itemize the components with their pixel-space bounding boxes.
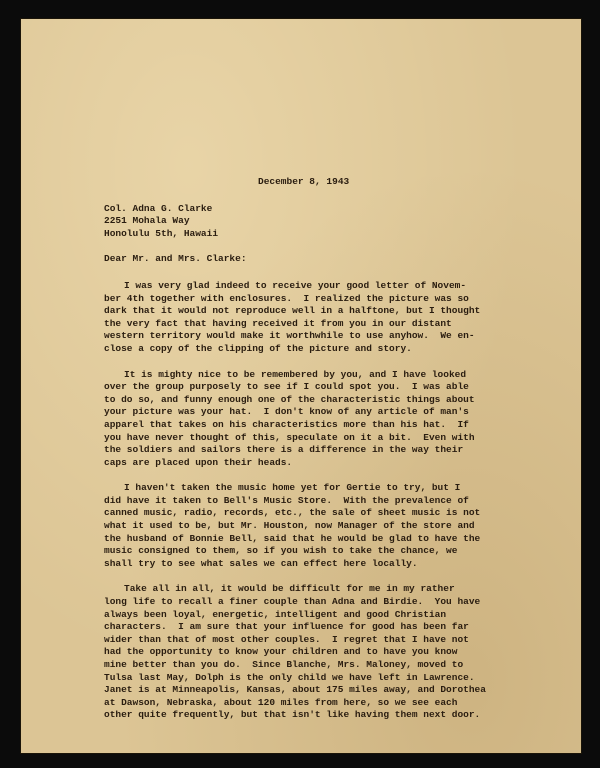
text-line: to do so, and funny enough one of the characteristic things about <box>104 393 475 405</box>
text-line: the husband of Bonnie Bell, said that he would be glad to have the <box>104 532 481 544</box>
paragraph-3 <box>104 482 560 570</box>
address-line: Col. Adna G. Clarke <box>104 202 213 214</box>
salutation: Dear Mr. and Mrs. Clarke: <box>104 253 247 265</box>
text-line: caps are placed upon their heads. <box>104 456 293 468</box>
text-line: canned music, radio, records, etc., the sale of sheet music is not <box>104 507 481 519</box>
text-line: had the opportunity to know your children and to have you know <box>104 646 458 658</box>
text-line: apparel that takes on his characteristics more than his hat. If <box>104 418 469 430</box>
address-line: 2251 Mohala Way <box>104 215 190 227</box>
text-line: always been loyal, energetic, intelligent and good Christian <box>104 608 447 620</box>
text-line: dark that it would not reproduce well in a halftone, but I thought <box>104 305 481 317</box>
paragraph-1 <box>104 280 560 356</box>
letter-page <box>20 18 582 754</box>
paragraph-2 <box>104 369 560 470</box>
text-line: characters. I am sure that your influence for good has been far <box>104 621 469 633</box>
text-line: mine better than you do. Since Blanche, Mrs. Maloney, moved to <box>104 659 464 670</box>
text-line: over the group purposely to see if I could spot you. I was able <box>104 381 469 393</box>
text-line: close a copy of the clipping of the picture and story. <box>104 342 412 354</box>
text-line: Janet is at Minneapolis, Kansas, about 175 miles away, and Dorothea <box>104 684 486 696</box>
recipient-address <box>104 203 560 241</box>
text-line: you have never thought of this, speculate on it a bit. Even with <box>104 431 475 443</box>
text-line: music consigned to them, so if you wish to take the chance, we <box>104 545 458 557</box>
text-line: did have it taken to Bell's Music Store. With the prevalence of <box>104 494 469 506</box>
text-line: at Dawson, Nebraska, about 120 miles from here, so we see each <box>104 696 458 708</box>
text-line: wider than that of most other couples. I regret that I have not <box>104 633 469 645</box>
address-line: Honolulu 5th, Hawaii <box>104 227 219 239</box>
text-line: shall try to see what sales we can effect here locally. <box>104 557 418 569</box>
letter-body <box>104 176 560 735</box>
text-line: the soldiers and sailors there is a difference in the way their <box>104 444 464 456</box>
text-line: long life to recall a finer couple than Adna and Birdie. You have <box>104 596 481 608</box>
text-line: other quite frequently, but that isn't like having them next door. <box>104 709 481 721</box>
text-line: It is mighty nice to be remembered by you, and I have looked <box>124 368 467 380</box>
text-line: the very fact that having received it from you in our distant <box>104 317 452 329</box>
text-line: your picture was your hat. I don't know of any article of man's <box>104 406 469 418</box>
text-line: Tulsa last May, Dolph is the only child we have left in Lawrence. <box>104 671 475 683</box>
text-line: what it used to be, but Mr. Houston, now Manager of the store and <box>104 520 475 532</box>
text-line: western territory would make it worthwhile to use anyhow. We en- <box>104 330 475 342</box>
text-line: I haven't taken the music home yet for Gertie to try, but I <box>124 482 461 494</box>
letter-date: December 8, 1943 <box>258 176 350 187</box>
text-line: ber 4th together with enclosures. I realized the picture was so <box>104 292 469 304</box>
text-line: Take all in all, it would be difficult for me in my rather <box>124 583 455 595</box>
paragraph-4 <box>104 583 560 722</box>
text-line: I was very glad indeed to receive your good letter of Novem- <box>124 279 467 291</box>
